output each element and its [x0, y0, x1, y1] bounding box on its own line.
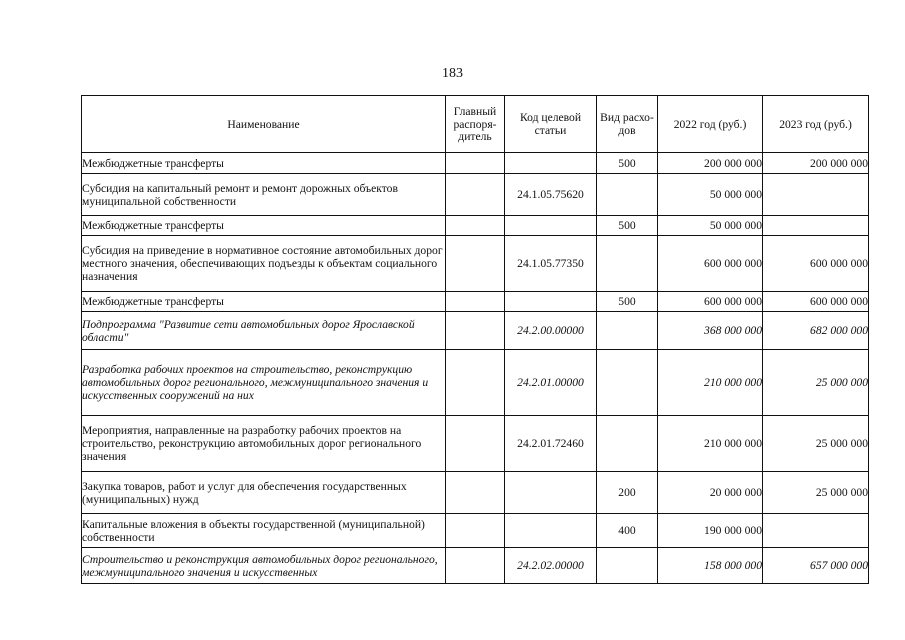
- amount-2023-cell: 25 000 000: [763, 472, 869, 514]
- code-cell: [505, 216, 597, 236]
- amount-2023-cell: 600 000 000: [763, 292, 869, 312]
- amount-2022-cell: 50 000 000: [658, 216, 763, 236]
- page-number: 183: [442, 66, 463, 81]
- amount-2022-cell: 600 000 000: [658, 292, 763, 312]
- code-cell: 24.2.02.00000: [505, 548, 597, 584]
- table-row: [82, 153, 869, 174]
- vid-cell: [597, 350, 658, 416]
- amount-2023-cell: 25 000 000: [763, 350, 869, 416]
- vid-cell: 500: [597, 216, 658, 236]
- amount-2023-cell: [763, 216, 869, 236]
- name-cell: Строительство и реконструкция автомобильных дорог регионального, межмуниципального значения и искусственных: [82, 548, 446, 584]
- vid-cell: 500: [597, 292, 658, 312]
- table-header-row: [82, 96, 869, 153]
- header-code: Код целевой статьи: [505, 96, 597, 153]
- name-cell: Капитальные вложения в объекты государственной (муниципальной) собственности: [82, 514, 446, 548]
- chief-cell: [446, 416, 505, 472]
- table-row: [82, 216, 869, 236]
- vid-cell: [597, 548, 658, 584]
- vid-cell: 400: [597, 514, 658, 548]
- table-row: [82, 548, 869, 584]
- table-row: [82, 472, 869, 514]
- table-row: [82, 514, 869, 548]
- amount-2023-cell: 25 000 000: [763, 416, 869, 472]
- chief-cell: [446, 350, 505, 416]
- name-cell: Межбюджетные трансферты: [82, 153, 446, 174]
- amount-2023-cell: 600 000 000: [763, 236, 869, 292]
- header-name: Наименование: [82, 96, 446, 153]
- chief-cell: [446, 292, 505, 312]
- budget-table: [81, 95, 869, 584]
- table-row: [82, 416, 869, 472]
- name-cell: Субсидия на капитальный ремонт и ремонт дорожных объектов муниципальной собственности: [82, 174, 446, 216]
- chief-cell: [446, 548, 505, 584]
- vid-cell: [597, 236, 658, 292]
- chief-cell: [446, 153, 505, 174]
- code-cell: [505, 153, 597, 174]
- table-row: [82, 350, 869, 416]
- vid-cell: 500: [597, 153, 658, 174]
- chief-cell: [446, 514, 505, 548]
- vid-cell: 200: [597, 472, 658, 514]
- header-2023: 2023 год (руб.): [763, 96, 869, 153]
- name-cell: Подпрограмма "Развитие сети автомобильных дорог Ярославской области": [82, 312, 446, 350]
- amount-2022-cell: 20 000 000: [658, 472, 763, 514]
- code-cell: [505, 472, 597, 514]
- table-row: [82, 174, 869, 216]
- table-row: [82, 312, 869, 350]
- code-cell: [505, 292, 597, 312]
- amount-2022-cell: 600 000 000: [658, 236, 763, 292]
- vid-cell: [597, 416, 658, 472]
- amount-2023-cell: 200 000 000: [763, 153, 869, 174]
- vid-cell: [597, 312, 658, 350]
- amount-2022-cell: 50 000 000: [658, 174, 763, 216]
- amount-2023-cell: [763, 174, 869, 216]
- name-cell: Закупка товаров, работ и услуг для обеспечения государственных (муниципальных) нужд: [82, 472, 446, 514]
- name-cell: Межбюджетные трансферты: [82, 292, 446, 312]
- code-cell: 24.2.01.72460: [505, 416, 597, 472]
- amount-2022-cell: 190 000 000: [658, 514, 763, 548]
- amount-2023-cell: 657 000 000: [763, 548, 869, 584]
- header-2022: 2022 год (руб.): [658, 96, 763, 153]
- vid-cell: [597, 174, 658, 216]
- amount-2022-cell: 210 000 000: [658, 416, 763, 472]
- name-cell: Мероприятия, направленные на разработку рабочих проектов на строительство, реконструкцию автомобильных дорог регионального значения: [82, 416, 446, 472]
- amount-2022-cell: 368 000 000: [658, 312, 763, 350]
- code-cell: [505, 514, 597, 548]
- code-cell: 24.2.01.00000: [505, 350, 597, 416]
- amount-2022-cell: 200 000 000: [658, 153, 763, 174]
- chief-cell: [446, 312, 505, 350]
- code-cell: 24.2.00.00000: [505, 312, 597, 350]
- amount-2022-cell: 210 000 000: [658, 350, 763, 416]
- table-body: [82, 153, 869, 584]
- name-cell: Субсидия на приведение в нормативное состояние автомобильных дорог местного значения, обеспечивающих подъезды к объектам социального назначения: [82, 236, 446, 292]
- amount-2023-cell: 682 000 000: [763, 312, 869, 350]
- chief-cell: [446, 472, 505, 514]
- chief-cell: [446, 174, 505, 216]
- table-row: [82, 292, 869, 312]
- amount-2023-cell: [763, 514, 869, 548]
- code-cell: 24.1.05.75620: [505, 174, 597, 216]
- chief-cell: [446, 236, 505, 292]
- table-row: [82, 236, 869, 292]
- name-cell: Межбюджетные трансферты: [82, 216, 446, 236]
- name-cell: Разработка рабочих проектов на строительство, реконструкцию автомобильных дорог регионального, межмуниципального значения и искусственных сооружений на них: [82, 350, 446, 416]
- code-cell: 24.1.05.77350: [505, 236, 597, 292]
- header-chief: Главный распоря-дитель: [446, 96, 505, 153]
- chief-cell: [446, 216, 505, 236]
- amount-2022-cell: 158 000 000: [658, 548, 763, 584]
- header-vid: Вид расхо-дов: [597, 96, 658, 153]
